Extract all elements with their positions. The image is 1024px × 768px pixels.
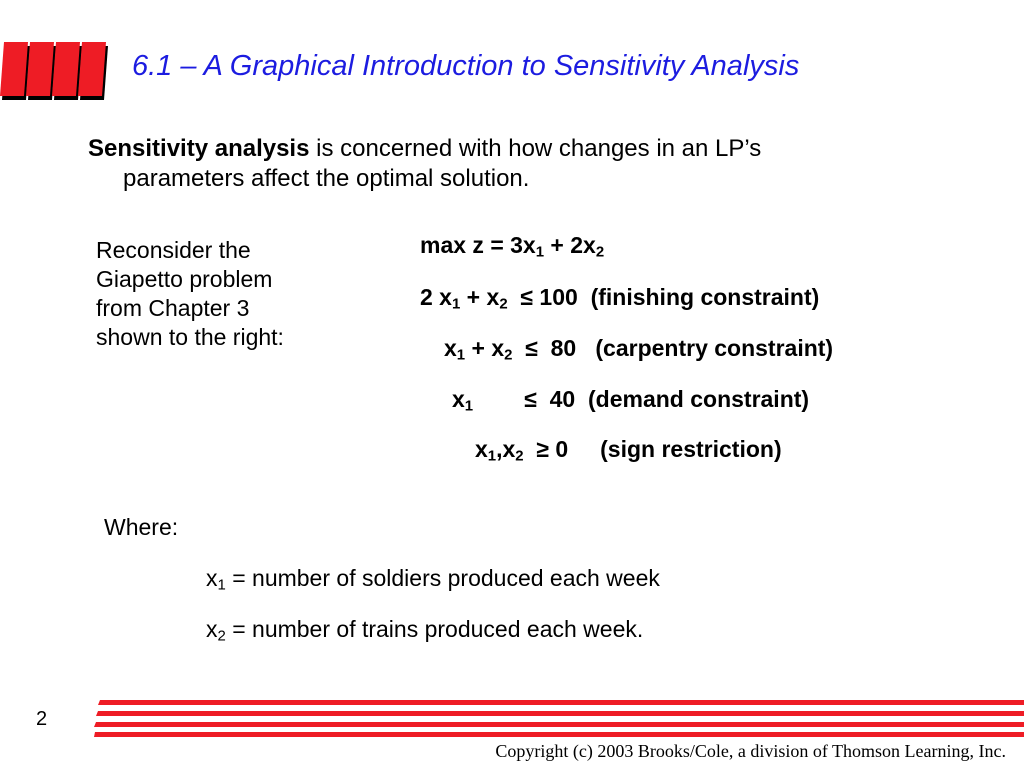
x1-text: = number of soldiers produced each week bbox=[225, 565, 660, 591]
carpentry-b: + x bbox=[465, 335, 505, 361]
objective-function bbox=[420, 232, 604, 259]
x2-definition bbox=[206, 616, 643, 643]
x1-sub: 1 bbox=[217, 576, 226, 594]
red-bars-logo-icon bbox=[0, 40, 112, 102]
carpentry-a: x bbox=[444, 335, 457, 361]
sign-b: ,x bbox=[496, 436, 516, 462]
demand-a: x bbox=[452, 386, 465, 412]
x2-sub: 2 bbox=[217, 627, 226, 645]
finishing-sub-1: 1 bbox=[451, 295, 461, 313]
reconsider-line: from Chapter 3 bbox=[96, 295, 250, 321]
x1-var: x bbox=[206, 565, 218, 591]
page-number: 2 bbox=[36, 708, 48, 730]
reconsider-line: Giapetto problem bbox=[96, 266, 273, 292]
copyright-text: Copyright (c) 2003 Brooks/Cole, a division of Thomson Learning, Inc. bbox=[495, 741, 1006, 761]
sign-a: x bbox=[475, 436, 488, 462]
sign-restriction bbox=[475, 436, 782, 463]
finishing-a: 2 x bbox=[420, 284, 452, 310]
objective-sub-2: 2 bbox=[595, 243, 605, 261]
reconsider-text bbox=[96, 236, 346, 352]
sign-sub-2: 2 bbox=[515, 447, 524, 465]
objective-prefix: max z = 3x bbox=[420, 232, 536, 258]
carpentry-constraint bbox=[444, 335, 833, 362]
objective-sub-1: 1 bbox=[535, 243, 545, 261]
reconsider-line: Reconsider the bbox=[96, 237, 251, 263]
intro-paragraph bbox=[88, 134, 928, 194]
demand-constraint bbox=[452, 386, 809, 413]
intro-bold-term: Sensitivity analysis bbox=[88, 135, 310, 162]
intro-line-1 bbox=[88, 134, 928, 164]
carpentry-sub-1: 1 bbox=[456, 346, 466, 364]
intro-line-2: parameters affect the optimal solution. bbox=[123, 165, 530, 192]
intro-line-1-rest: is concerned with how changes in an LP’s bbox=[309, 135, 762, 162]
footer-stripes-icon bbox=[94, 700, 1024, 738]
page-title: 6.1 – A Graphical Introduction to Sensitivity Analysis bbox=[132, 50, 800, 82]
carpentry-c: ≤ 80 (carpentry constraint) bbox=[512, 335, 834, 361]
reconsider-line: shown to the right: bbox=[96, 324, 284, 350]
sign-sub-1: 1 bbox=[487, 447, 497, 465]
demand-sub-1: 1 bbox=[464, 397, 474, 415]
where-label: Where: bbox=[104, 514, 179, 540]
x2-text: = number of trains produced each week. bbox=[225, 616, 644, 642]
x2-var: x bbox=[206, 616, 218, 642]
finishing-constraint bbox=[420, 284, 819, 311]
demand-c: ≤ 40 (demand constraint) bbox=[473, 386, 810, 412]
objective-mid: + 2x bbox=[544, 232, 596, 258]
finishing-b: + x bbox=[460, 284, 500, 310]
sign-c: ≥ 0 (sign restriction) bbox=[523, 436, 782, 462]
finishing-c: ≤ 100 (finishing constraint) bbox=[507, 284, 820, 310]
finishing-sub-2: 2 bbox=[499, 295, 508, 313]
x1-definition bbox=[206, 565, 660, 592]
carpentry-sub-2: 2 bbox=[504, 346, 513, 364]
